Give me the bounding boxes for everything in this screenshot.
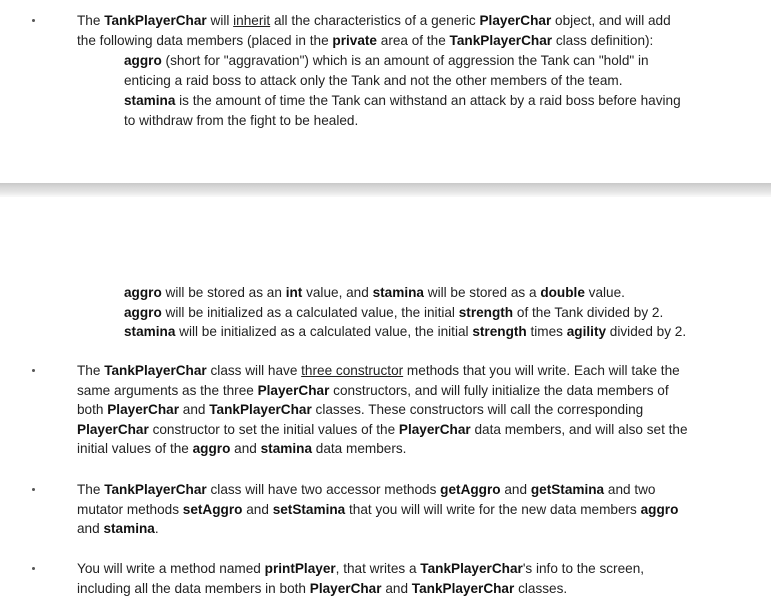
- paragraph-line: to withdraw from the fight to be healed.: [124, 112, 359, 128]
- paragraph-line: enticing a raid boss to attack only the Tank and not the other members of the team.: [124, 72, 623, 88]
- paragraph-line: The TankPlayerChar class will have three constructor methods that you will write. Each will take the: [77, 363, 680, 378]
- stamina-definition: [124, 91, 744, 130]
- paragraph-line: same arguments as the three PlayerChar constructors, and will fully initialize the data members of: [77, 382, 669, 398]
- bullet-accessors-mutators: [77, 480, 745, 539]
- paragraph-line: the following data members (placed in the private area of the TankPlayerChar class definition):: [77, 32, 654, 48]
- paragraph-line: aggro will be stored as an int value, and stamina will be stored as a double value.: [124, 285, 625, 300]
- paragraph-line: stamina will be initialized as a calculated value, the initial strength times agility divided by 2.: [124, 324, 687, 339]
- bullet-inherit: [77, 11, 745, 50]
- paragraph-line: both PlayerChar and TankPlayerChar classes. These constructors will call the corresponding: [77, 402, 644, 417]
- paragraph-line: PlayerChar constructor to set the initial values of the PlayerChar data members, and will also set the: [77, 421, 688, 437]
- storage-notes: [124, 283, 764, 342]
- paragraph-line: including all the data members in both PlayerChar and TankPlayerChar classes.: [77, 580, 568, 596]
- paragraph-line: and stamina.: [77, 521, 159, 536]
- paragraph-line: aggro will be initialized as a calculated value, the initial strength of the Tank divided by 2.: [124, 304, 664, 320]
- bullet-marker: [32, 369, 35, 372]
- paragraph-line: The TankPlayerChar will inherit all the characteristics of a generic PlayerChar object, and will add: [77, 13, 671, 28]
- page-break-separator: [0, 183, 771, 195]
- aggro-definition: [124, 51, 744, 90]
- bullet-marker: [32, 19, 35, 22]
- paragraph-line: You will write a method named printPlayer, that writes a TankPlayerChar's info to the screen,: [77, 561, 645, 576]
- bullet-marker: [32, 567, 35, 570]
- bullet-marker: [32, 488, 35, 491]
- bullet-print-player: [77, 559, 745, 598]
- bullet-constructors: [77, 361, 745, 459]
- paragraph-line: The TankPlayerChar class will have two accessor methods getAggro and getStamina and two: [77, 482, 656, 497]
- paragraph-line: initial values of the aggro and stamina data members.: [77, 441, 407, 456]
- paragraph-line: mutator methods setAggro and setStamina that you will will write for the new data members aggro: [77, 501, 679, 517]
- paragraph-line: stamina is the amount of time the Tank can withstand an attack by a raid boss before having: [124, 93, 681, 108]
- paragraph-line: aggro (short for "aggravation") which is an amount of aggression the Tank can "hold" in: [124, 53, 649, 68]
